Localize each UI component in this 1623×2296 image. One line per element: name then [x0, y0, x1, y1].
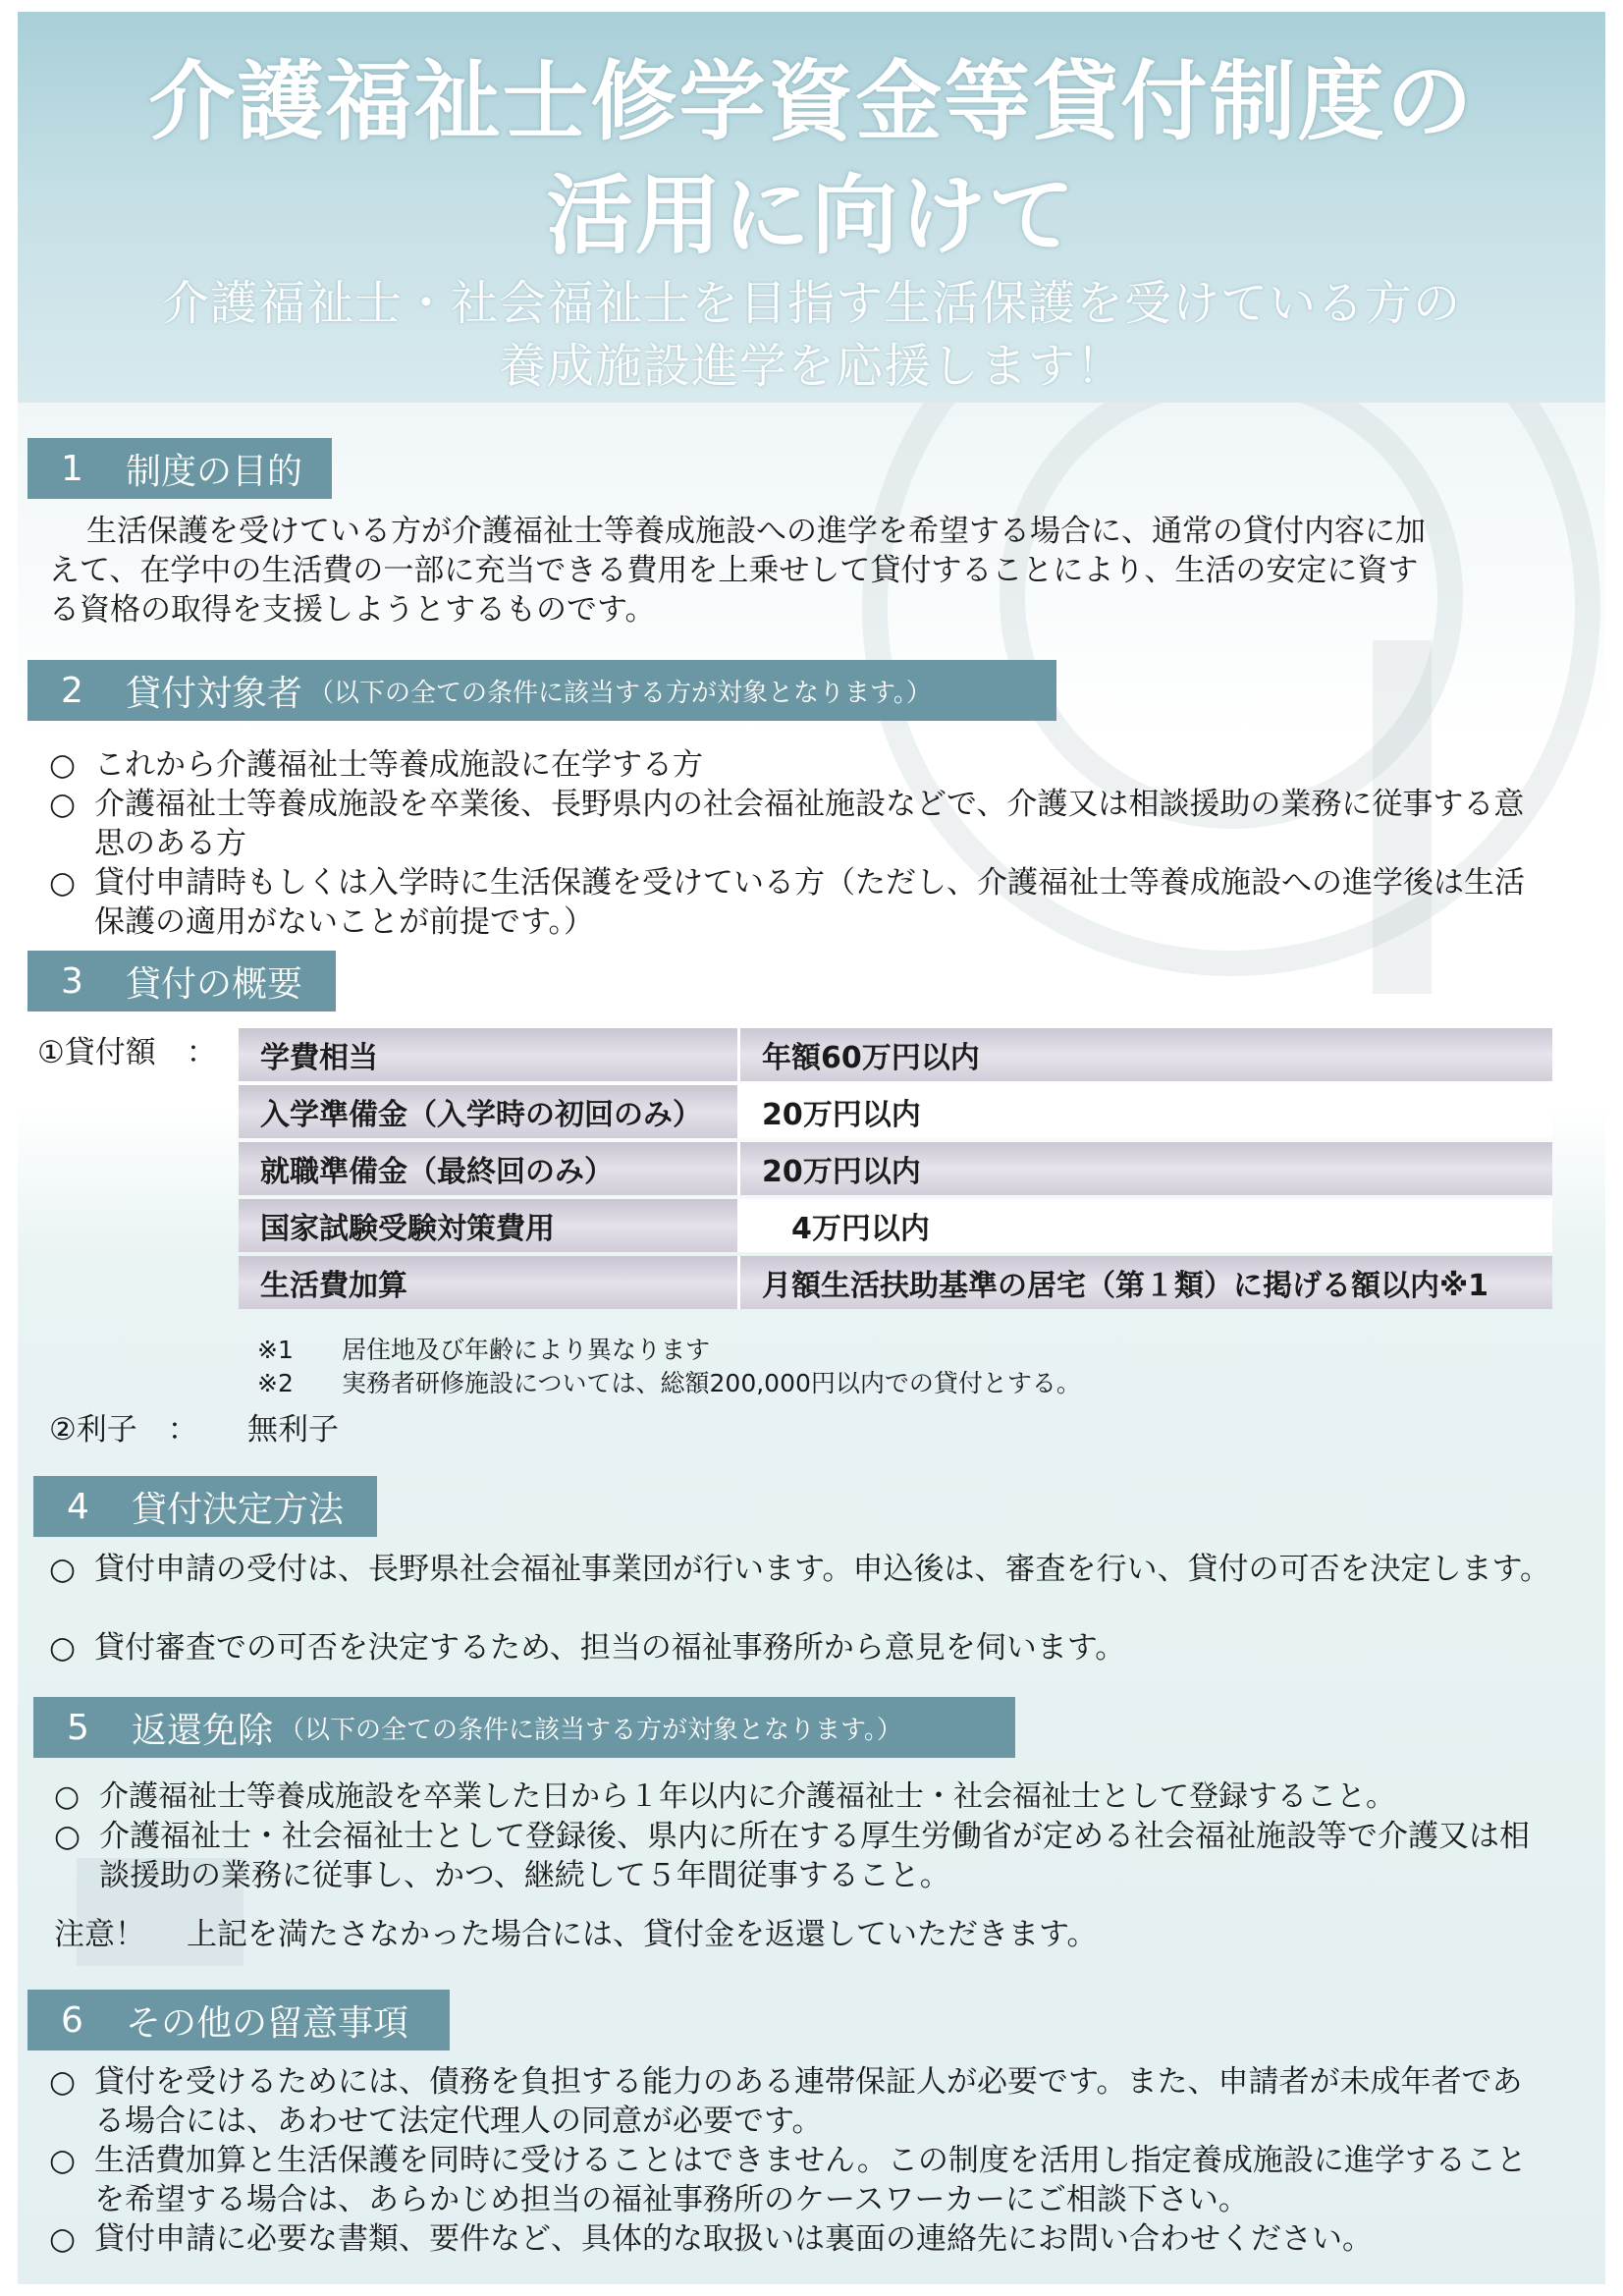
bullet-circle: ○ [54, 1819, 81, 1854]
section-number: 2 [61, 670, 83, 711]
table-row [239, 1256, 1552, 1309]
section-title: 貸付対象者 [126, 673, 303, 714]
interest-value: 無利子 [247, 1412, 339, 1448]
section-title: 制度の目的 [126, 451, 303, 492]
section-5-item [54, 1777, 1571, 1817]
section-title: 貸付の概要 [126, 963, 303, 1005]
section-6-item [49, 2062, 1551, 2141]
section-3-heading [27, 951, 336, 1011]
section-2-item [49, 745, 1551, 785]
item-text: 貸付申請の受付は、長野県社会福祉事業団が行います。申込後は、審査を行い、貸付の可否を決定します。 [94, 1552, 1551, 1587]
item-text: 貸付を受けるためには、債務を負担する能力のある連帯保証人が必要です。また、申請者が未成年者である場合には、あわせて法定代理人の同意が必要です。 [94, 2064, 1523, 2139]
section-1-body-line-1: 生活保護を受けている方が介護福祉士等養成施設への進学を希望する場合に、通常の貸付内容に加 [86, 514, 1426, 549]
table-row [239, 1028, 1552, 1081]
section-4-item [49, 1550, 1551, 1589]
section-number: 1 [61, 448, 83, 489]
caution-label: 注意！ [54, 1917, 145, 1952]
section-4-item [49, 1628, 1551, 1667]
section-note: （以下の全ての条件に該当する方が対象となります。） [279, 1715, 902, 1745]
section-2-heading [27, 660, 1056, 721]
table-cell-value: 年額60万円以内 [740, 1028, 1552, 1081]
section-6-item [49, 2141, 1551, 2219]
bullet-circle: ○ [49, 1630, 77, 1666]
section-number: 6 [61, 1999, 83, 2041]
section-number: 3 [61, 960, 83, 1002]
section-6-item [49, 2219, 1551, 2259]
item-text: これから介護福祉士等養成施設に在学する方 [94, 747, 703, 783]
section-2-item [49, 863, 1551, 942]
bullet-circle: ○ [49, 2221, 77, 2257]
page-subtitle-line-2: 養成施設進学を応援します！ [498, 339, 1124, 394]
loan-amount-table [239, 1024, 1552, 1313]
item-text: 介護福祉士等養成施設を卒業後、長野県内の社会福祉施設などで、介護又は相談援助の業務に従事する意思のある方 [94, 787, 1525, 861]
table-cell-label: 生活費加算 [239, 1256, 740, 1309]
section-1-body-line-2: えて、在学中の生活費の一部に充当できる費用を上乗せして貸付することにより、生活の安定に資す [49, 553, 1419, 588]
loan-amount-label: ①貸付額 ： [37, 1035, 217, 1070]
table-row [239, 1142, 1552, 1195]
section-title: その他の留意事項 [126, 2002, 409, 2044]
table-row [239, 1085, 1552, 1138]
section-title: 貸付決定方法 [132, 1489, 345, 1530]
item-text: 生活費加算と生活保護を同時に受けることはできません。この制度を活用し指定養成施設に進学することを希望する場合は、あらかじめ担当の福祉事務所のケースワーカーにご相談下さい。 [94, 2143, 1527, 2217]
item-text: 介護福祉士・社会福祉士として登録後、県内に所在する厚生労働省が定める社会福祉施設等で介護又は相談援助の業務に従事し、かつ、継続して５年間従事すること。 [99, 1819, 1530, 1893]
table-cell-label: 学費相当 [239, 1028, 740, 1081]
table-cell-value: 20万円以内 [740, 1142, 1552, 1195]
footnote-1: 居住地及び年齢により異なります [342, 1336, 711, 1364]
section-1-body-line-3: る資格の取得を支援しようとするものです。 [49, 592, 656, 628]
footnote-2: 実務者研修施設については、総額200,000円以内での貸付とする。 [342, 1369, 1081, 1397]
page-title-line-1: 介護福祉士修学資金等貸付制度の [148, 51, 1475, 152]
footnote-2-mark: ※2 [257, 1369, 294, 1397]
table-cell-label: 国家試験受験対策費用 [239, 1199, 740, 1252]
item-text: 貸付申請に必要な書類、要件など、具体的な取扱いは裏面の連絡先にお問い合わせください。 [94, 2221, 1373, 2257]
page-subtitle-line-1: 介護福祉士・社会福祉士を目指す生活保護を受けている方の [161, 276, 1461, 331]
bullet-circle: ○ [49, 2064, 77, 2100]
bullet-circle: ○ [49, 1552, 77, 1587]
bullet-circle: ○ [54, 1779, 81, 1814]
bullet-circle: ○ [49, 865, 77, 901]
section-5-heading [33, 1697, 1015, 1758]
item-text: 貸付審査での可否を決定するため、担当の福祉事務所から意見を伺います。 [94, 1630, 1126, 1666]
section-1-heading [27, 438, 332, 499]
bullet-circle: ○ [49, 787, 77, 822]
caution-text: 上記を満たさなかった場合には、貸付金を返還していただきます。 [187, 1917, 1098, 1952]
section-6-heading [27, 1990, 450, 2050]
table-cell-value: 月額生活扶助基準の居宅（第１類）に掲げる額以内※1 [740, 1256, 1552, 1309]
table-cell-label: 入学準備金（入学時の初回のみ） [239, 1085, 740, 1138]
bullet-circle: ○ [49, 2143, 77, 2178]
table-row [239, 1199, 1552, 1252]
item-text: 貸付申請時もしくは入学時に生活保護を受けている方（ただし、介護福祉士等養成施設への進学後は生活保護の適用がないことが前提です。） [94, 865, 1525, 940]
bullet-circle: ○ [49, 747, 77, 783]
section-2-item [49, 785, 1551, 863]
section-5-item [54, 1817, 1556, 1895]
table-cell-label: 就職準備金（最終回のみ） [239, 1142, 740, 1195]
table-cell-value: 4万円以内 [740, 1199, 1552, 1252]
section-note: （以下の全ての条件に該当する方が対象となります。） [308, 678, 932, 708]
section-number: 5 [67, 1707, 89, 1748]
table-cell-value: 20万円以内 [740, 1085, 1552, 1138]
item-text: 介護福祉士等養成施設を卒業した日から１年以内に介護福祉士・社会福祉士として登録すること。 [99, 1779, 1395, 1814]
section-4-heading [33, 1476, 377, 1537]
section-number: 4 [67, 1486, 89, 1527]
footnote-1-mark: ※1 [257, 1336, 294, 1364]
interest-label: ②利子 ： [49, 1412, 198, 1448]
page-title-line-2: 活用に向けて [546, 165, 1077, 266]
section-title: 返還免除 [132, 1710, 274, 1751]
